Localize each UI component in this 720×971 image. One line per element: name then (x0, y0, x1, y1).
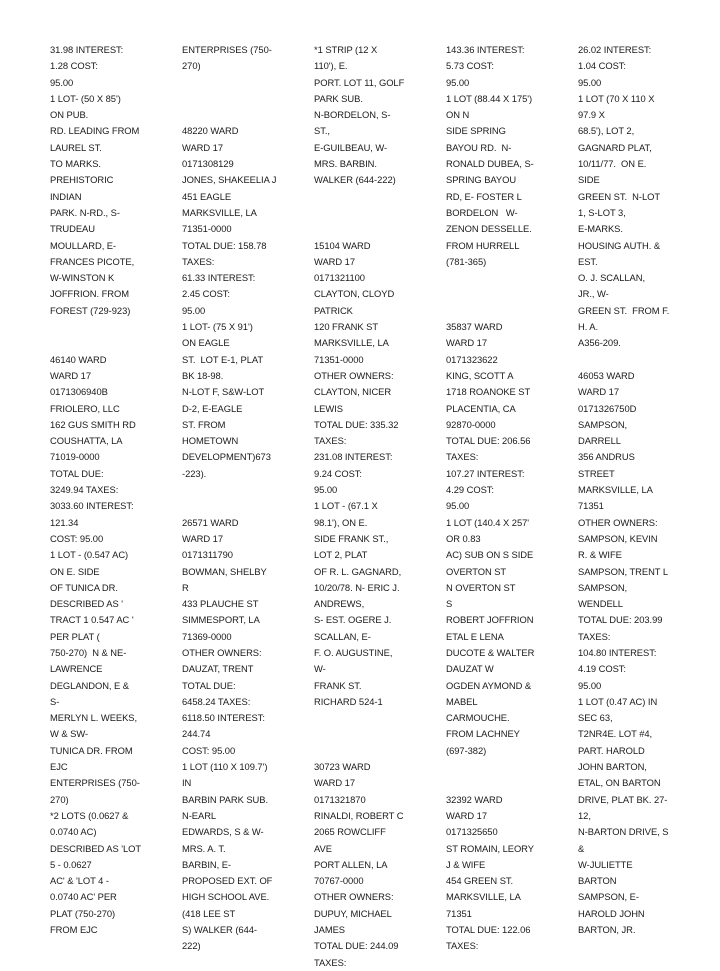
text-line: W-WINSTON K (50, 272, 115, 284)
text-line: 120 FRANK ST (314, 321, 379, 333)
text-line: TAXES: (446, 451, 479, 463)
text-line: TOTAL DUE: 335.32 (314, 418, 399, 430)
text-line: RINALDI, ROBERT C (314, 809, 404, 821)
text-line: JR., W- (578, 288, 609, 300)
text-line (446, 775, 572, 791)
text-line: TRACT 1 0.547 AC ' (50, 614, 134, 626)
text-line: PART. HAROLD (578, 744, 645, 756)
text-line: H. A. (578, 321, 599, 333)
text-line: 35837 WARD (446, 321, 503, 333)
text-line: 92870-0000 (446, 418, 496, 430)
text-line: 95.00 (578, 76, 602, 88)
text-line: 30723 WARD (314, 761, 371, 773)
text-line: ENTERPRISES (750- (182, 44, 272, 55)
text-line: 1 LOT- (75 X 91') (182, 321, 253, 333)
text-line: OGDEN AYMOND & (446, 679, 532, 691)
text-line: 231.08 INTEREST: (314, 451, 393, 463)
text-line: 0171311790 (182, 549, 233, 561)
text-line: AVE (314, 842, 332, 854)
text-line (314, 221, 440, 237)
text-line: STREET (578, 467, 615, 479)
text-line: 68.5'), LOT 2, (578, 125, 635, 137)
text-line (446, 286, 572, 302)
text-line: S- EST. OGERE J. (314, 614, 392, 626)
text-line (182, 107, 308, 123)
text-line: SIMMESPORT, LA (182, 614, 260, 626)
text-line: ON N (446, 109, 470, 121)
text-line: 0171323622 (446, 353, 498, 365)
text-line: 95.00 (314, 484, 338, 496)
text-line: & (578, 842, 585, 854)
text-line: OTHER OWNERS: (182, 646, 262, 658)
text-line: ANDREWS, (314, 598, 365, 610)
text-line: (418 LEE ST (182, 907, 236, 919)
text-line: D-2, E-EAGLE (182, 402, 243, 414)
text-line: TAXES: (182, 255, 215, 267)
text-line: FROM EJC (50, 924, 98, 936)
column-2 (182, 42, 308, 955)
text-line: MRS. A. T. (182, 842, 226, 854)
text-line: WARD 17 (314, 255, 355, 267)
text-line: E-GUILBEAU, W- (314, 141, 388, 153)
text-line: N-BARTON DRIVE, S (578, 826, 669, 838)
text-line: IN (182, 777, 192, 789)
text-line: 0171306940B (50, 386, 108, 398)
text-line: TAXES: (314, 956, 347, 968)
text-line: 71019-0000 (50, 451, 100, 463)
text-line: MARKSVILLE, LA (182, 206, 257, 218)
text-line: 71351-0000 (182, 223, 232, 235)
text-line: BARBIN, E- (182, 858, 231, 870)
text-line: 71351 (578, 500, 604, 512)
text-line: DEGLANDON, E & (50, 679, 130, 691)
text-line: ZENON DESSELLE. (446, 223, 532, 235)
text-line: 244.74 (182, 728, 211, 740)
text-line: LEWIS (314, 402, 343, 414)
text-line: MARKSVILLE, LA (446, 891, 521, 903)
text-line: F. O. AUGUSTINE, (314, 646, 393, 658)
text-line: N-BORDELON, S- (314, 109, 391, 121)
text-line: 0171325650 (446, 826, 498, 838)
text-line: (781-365) (446, 255, 487, 267)
text-line: W-JULIETTE (578, 858, 633, 870)
text-line: ON E. SIDE (50, 565, 100, 577)
text-line: OTHER OWNERS: (314, 369, 394, 381)
text-line: BARTON (578, 875, 617, 887)
text-line: S- (50, 695, 60, 707)
text-line: 1.04 COST: (578, 60, 626, 72)
text-line: 107.27 INTEREST: (446, 467, 525, 479)
text-line: 71351 (446, 907, 472, 919)
text-line: N-EARL (182, 809, 217, 821)
text-line: 12, (578, 809, 591, 821)
text-line: BOWMAN, SHELBY (182, 565, 267, 577)
text-line: 0171321870 (314, 793, 366, 805)
text-line: TOTAL DUE: 203.99 (578, 614, 663, 626)
text-line: 0171326750D (578, 402, 637, 414)
text-line: COUSHATTA, LA (50, 435, 123, 447)
text-line: OR 0.83 (446, 532, 481, 544)
text-line: SAMPSON, E- (578, 891, 639, 903)
text-line (182, 91, 308, 107)
text-line: 71351-0000 (314, 353, 364, 365)
text-line: WENDELL (578, 598, 623, 610)
text-line: S (446, 598, 453, 610)
text-line: PATRICK (314, 304, 353, 316)
text-line: 5.73 COST: (446, 60, 494, 72)
text-line: 71369-0000 (182, 630, 232, 642)
text-line: TUNICA DR. FROM (50, 744, 133, 756)
text-line: HOMETOWN (182, 435, 239, 447)
text-line: O. J. SCALLAN, (578, 272, 646, 284)
text-line: EST. (578, 255, 598, 267)
text-line: COST: 95.00 (50, 532, 104, 544)
text-line: WARD 17 (182, 141, 223, 153)
text-line: ST ROMAIN, LEORY (446, 842, 534, 854)
text-line: 97.9 X (578, 109, 605, 121)
text-line (50, 319, 176, 335)
text-line: 2.45 COST: (182, 288, 230, 300)
text-line: ETAL E LENA (446, 630, 504, 642)
text-line: WARD 17 (314, 777, 355, 789)
text-line: R (182, 581, 189, 593)
text-line: ON PUB. (50, 109, 89, 121)
text-line: FRANK ST. (314, 679, 362, 691)
text-line: RD, E- FOSTER L (446, 190, 522, 202)
text-line: 3249.94 TAXES: (50, 484, 119, 496)
text-line: WALKER (644-222) (314, 174, 396, 186)
text-line: AC' & 'LOT 4 - (50, 875, 109, 887)
text-line: 5 - 0.0627 (50, 858, 92, 870)
text-line: 356 ANDRUS (578, 451, 635, 463)
text-line: KING, SCOTT A (446, 369, 514, 381)
text-line: 26.02 INTEREST: (578, 44, 652, 55)
text-line (314, 726, 440, 742)
text-line: 1 LOT- (50 X 85') (50, 92, 121, 104)
text-line: BARBIN PARK SUB. (182, 793, 269, 805)
text-line: LAUREL ST. (50, 141, 102, 153)
text-line: 98.1'), ON E. (314, 516, 368, 528)
text-line (314, 710, 440, 726)
text-line: SEC 63, (578, 712, 613, 724)
text-line: T2NR4E. LOT #4, (578, 728, 653, 740)
text-line: 454 GREEN ST. (446, 875, 514, 887)
text-line: WARD 17 (578, 386, 619, 398)
text-line: SCALLAN, E- (314, 630, 371, 642)
text-line: 1 LOT - (0.547 AC) (50, 549, 129, 561)
text-line: W- (314, 663, 326, 675)
text-line: WARD 17 (446, 337, 487, 349)
text-line: 270) (50, 793, 69, 805)
text-line: TOTAL DUE: 122.06 (446, 924, 531, 936)
text-line: SPRING BAYOU (446, 174, 517, 186)
text-line: DESCRIBED AS ' (50, 598, 123, 610)
text-line: MOULLARD, E- (50, 239, 117, 251)
text-line: FRANCES PICOTE, (50, 255, 135, 267)
column-3 (314, 42, 440, 971)
text-line: HIGH SCHOOL AVE. (182, 891, 270, 903)
text-line: 70767-0000 (314, 875, 364, 887)
text-line: 433 PLAUCHE ST (182, 598, 259, 610)
text-line: BK 18-98. (182, 369, 224, 381)
text-line: TOTAL DUE: 244.09 (314, 940, 399, 952)
text-line: 32392 WARD (446, 793, 503, 805)
text-line: S) WALKER (644- (182, 924, 257, 936)
text-line: TAXES: (314, 435, 347, 447)
text-line: ETAL, ON BARTON (578, 777, 661, 789)
text-line: (697-382) (446, 744, 487, 756)
text-line: SAMPSON, KEVIN (578, 532, 658, 544)
text-line: GREEN ST. N-LOT (578, 190, 661, 202)
text-line: J & WIFE (446, 858, 486, 870)
text-line: 4.29 COST: (446, 484, 494, 496)
text-line: BORDELON W- (446, 206, 518, 218)
text-line (446, 270, 572, 286)
text-line: PREHISTORIC (50, 174, 114, 186)
column-1 (50, 42, 176, 938)
text-line (50, 335, 176, 351)
text-line: 61.33 INTEREST: (182, 272, 256, 284)
text-line: 10/11/77. ON E. (578, 158, 647, 170)
text-line: JONES, SHAKEELIA J (182, 174, 277, 186)
text-line: 2065 ROWCLIFF (314, 826, 386, 838)
text-line: 1 LOT (140.4 X 257' (446, 516, 530, 528)
text-line: WARD 17 (50, 369, 91, 381)
text-line: PORT. LOT 11, GOLF (314, 76, 405, 88)
text-line: 1 LOT (0.47 AC) IN (578, 695, 658, 707)
text-line: SAMPSON, (578, 581, 628, 593)
text-line: *1 STRIP (12 X (314, 44, 378, 55)
text-line: BARTON, JR. (578, 924, 636, 936)
text-line: 95.00 (182, 304, 206, 316)
text-line: OVERTON ST (446, 565, 507, 577)
column-4 (446, 42, 572, 955)
text-line: GAGNARD PLAT, (578, 141, 652, 153)
text-line: MARKSVILLE, LA (578, 484, 653, 496)
text-line: PLAT (750-270) (50, 907, 116, 919)
text-line: MABEL (446, 695, 478, 707)
text-line: PER PLAT ( (50, 630, 100, 642)
text-line: RICHARD 524-1 (314, 695, 383, 707)
text-line: TOTAL DUE: 206.56 (446, 435, 531, 447)
text-line: FROM LACHNEY (446, 728, 520, 740)
text-line: -223). (182, 467, 207, 479)
text-line: INDIAN (50, 190, 82, 202)
text-line: LOT 2, PLAT (314, 549, 368, 561)
text-line: 6458.24 TAXES: (182, 695, 251, 707)
text-line: ST., (314, 125, 330, 137)
text-line: 110'), E. (314, 60, 348, 72)
text-line: PROPOSED EXT. OF (182, 875, 273, 887)
text-line: PARK. N-RD., S- (50, 206, 120, 218)
text-line: W & SW- (50, 728, 89, 740)
text-line: 451 EAGLE (182, 190, 232, 202)
text-line: COST: 95.00 (182, 744, 236, 756)
text-line: PARK SUB. (314, 92, 363, 104)
text-line: 0.0740 AC) (50, 826, 97, 838)
text-line: DAUZAT W (446, 663, 494, 675)
text-line: TOTAL DUE: 158.78 (182, 239, 267, 251)
text-line: 750-270) N & NE- (50, 646, 127, 658)
text-line: CLAYTON, NICER (314, 386, 392, 398)
text-line (446, 759, 572, 775)
text-line: DARRELL (578, 435, 621, 447)
text-line: 1 LOT (70 X 110 X (578, 92, 655, 104)
text-line: MERLYN L. WEEKS, (50, 712, 138, 724)
text-line: CLAYTON, CLOYD (314, 288, 395, 300)
text-line: R. & WIFE (578, 549, 622, 561)
text-line (182, 482, 308, 498)
text-line (314, 205, 440, 221)
text-line: 143.36 INTEREST: (446, 44, 525, 55)
text-line: CARMOUCHE. (446, 712, 510, 724)
text-line: 3033.60 INTEREST: (50, 500, 134, 512)
text-line: *2 LOTS (0.0627 & (50, 809, 129, 821)
text-line: RD. LEADING FROM (50, 125, 140, 137)
text-line: 95.00 (50, 76, 74, 88)
text-line: MRS. BARBIN. (314, 158, 377, 170)
text-line (446, 303, 572, 319)
text-line: 1 LOT - (67.1 X (314, 500, 378, 512)
text-line: 6118.50 INTEREST: (182, 712, 265, 724)
text-line: 48220 WARD (182, 125, 239, 137)
text-line: 1 LOT (110 X 109.7') (182, 761, 268, 773)
text-line: 9.24 COST: (314, 467, 362, 479)
text-line: OF TUNICA DR. (50, 581, 118, 593)
text-line: JAMES (314, 924, 346, 936)
text-line: SAMPSON, TRENT L (578, 565, 669, 577)
text-line: PLACENTIA, CA (446, 402, 516, 414)
text-line: ROBERT JOFFRION (446, 614, 534, 626)
text-line: DUCOTE & WALTER (446, 646, 535, 658)
text-line: WARD 17 (182, 532, 223, 544)
text-line: LAWRENCE (50, 663, 103, 675)
text-line: 31.98 INTEREST: (50, 44, 124, 55)
text-line: DUPUY, MICHAEL (314, 907, 392, 919)
text-line: AC) SUB ON S SIDE (446, 549, 534, 561)
text-line: 0171308129 (182, 158, 234, 170)
text-line: SIDE SPRING (446, 125, 506, 137)
text-line: TAXES: (578, 630, 611, 642)
text-line: 46140 WARD (50, 353, 107, 365)
text-line (314, 189, 440, 205)
text-line: 46053 WARD (578, 369, 635, 381)
text-line: ST. FROM (182, 418, 226, 430)
text-line: DESCRIBED AS 'LOT (50, 842, 142, 854)
text-line: TOTAL DUE: (182, 679, 236, 691)
text-line: N-LOT F, S&W-LOT (182, 386, 265, 398)
text-line: FRIOLERO, LLC (50, 402, 120, 414)
text-line: TO MARKS. (50, 158, 101, 170)
text-line (182, 498, 308, 514)
text-line: 222) (182, 940, 201, 952)
text-line: PORT ALLEN, LA (314, 858, 388, 870)
text-line: OTHER OWNERS: (314, 891, 394, 903)
text-line: JOHN BARTON, (578, 761, 647, 773)
text-line: DRIVE, PLAT BK. 27- (578, 793, 668, 805)
text-line: 1.28 COST: (50, 60, 98, 72)
text-line: 95.00 (446, 500, 470, 512)
text-line: 0.0740 AC' PER (50, 891, 117, 903)
text-line: ST. LOT E-1, PLAT (182, 353, 264, 365)
text-line: 15104 WARD (314, 239, 371, 251)
text-line: BAYOU RD. N- (446, 141, 512, 153)
text-line: 10/20/78. N- ERIC J. (314, 581, 400, 593)
text-line: OF R. L. GAGNARD, (314, 565, 402, 577)
text-line: 26571 WARD (182, 516, 239, 528)
text-line: 270) (182, 60, 201, 72)
text-line: A356-209. (578, 337, 621, 349)
text-line: ON EAGLE (182, 337, 230, 349)
text-line: 1, S-LOT 3, (578, 206, 626, 218)
text-line: HOUSING AUTH. & (578, 239, 661, 251)
text-line: 0171321100 (314, 272, 365, 284)
text-line: 104.80 INTEREST: (578, 646, 657, 658)
text-line (578, 352, 704, 368)
text-line: 1 LOT (88.44 X 175') (446, 92, 533, 104)
text-line: ENTERPRISES (750- (50, 777, 140, 789)
column-5 (578, 42, 704, 938)
text-line: SAMPSON, (578, 418, 628, 430)
text-line: 1718 ROANOKE ST (446, 386, 531, 398)
text-line: DEVELOPMENT)673 (182, 451, 271, 463)
text-line: OTHER OWNERS: (578, 516, 658, 528)
text-line: 4.19 COST: (578, 663, 626, 675)
text-line: 121.34 (50, 516, 79, 528)
text-line: SIDE (578, 174, 600, 186)
text-line: 95.00 (446, 76, 470, 88)
text-line: TAXES: (446, 940, 479, 952)
text-line: TOTAL DUE: (50, 467, 104, 479)
text-line: GREEN ST. FROM F. (578, 304, 670, 316)
text-line: EJC (50, 761, 68, 773)
text-line: MARKSVILLE, LA (314, 337, 389, 349)
text-line: N OVERTON ST (446, 581, 516, 593)
text-line: WARD 17 (446, 809, 487, 821)
text-line: E-MARKS. (578, 223, 623, 235)
text-line: JOFFRION. FROM (50, 288, 129, 300)
text-line: TRUDEAU (50, 223, 95, 235)
text-line: HAROLD JOHN (578, 907, 645, 919)
text-line (182, 75, 308, 91)
text-line: EDWARDS, S & W- (182, 826, 264, 838)
text-line: 95.00 (578, 679, 602, 691)
text-line: RONALD DUBEA, S- (446, 158, 534, 170)
text-line: FOREST (729-923) (50, 304, 131, 316)
text-line: 162 GUS SMITH RD (50, 418, 136, 430)
text-line: FROM HURRELL (446, 239, 520, 251)
text-line (314, 743, 440, 759)
text-line: DAUZAT, TRENT (182, 663, 254, 675)
text-line: SIDE FRANK ST., (314, 532, 389, 544)
